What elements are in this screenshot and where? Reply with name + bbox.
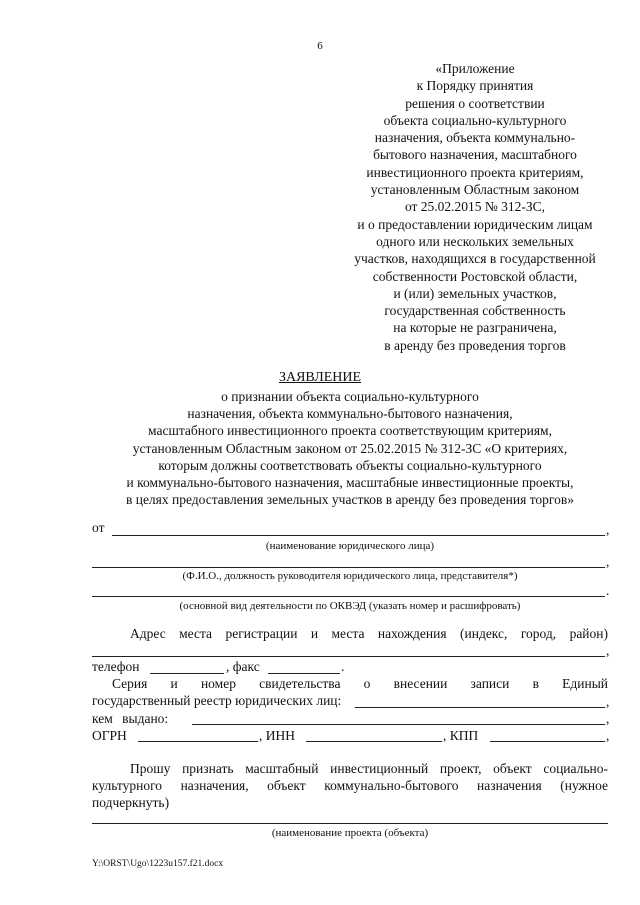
phone-label: телефон [92, 659, 140, 674]
statement-subject [70, 388, 630, 508]
period: . [341, 659, 345, 674]
okved-field[interactable] [92, 596, 605, 597]
appendix-line: бытового назначения, масштабного [373, 147, 577, 163]
appendix-line: решения о соответствии [405, 95, 545, 111]
request-paragraph: Прошу признать масштабный инвестиционный проект, объект социально-культурного назначения, объект коммунально-бытового назначения (нужное подчеркнуть) [92, 761, 608, 810]
period: . [606, 583, 610, 598]
caption-okved: (основной вид деятельности по ОКВЭД (указать номер и расшифровать) [179, 600, 521, 612]
statement-line: установленным Областным законом от 25.02.2015 № 312-ЗС «О критериях, [132, 440, 568, 456]
inn-label: , ИНН [259, 728, 295, 743]
appendix-line: и о предоставлении юридическим лицам [357, 216, 593, 232]
statement-line: масштабного инвестиционного проекта соответствующим критериям, [148, 423, 552, 439]
kpp-label: , КПП [443, 728, 479, 743]
statement-line: которым должны соответствовать объекты социально-культурного [158, 457, 542, 473]
appendix-line: в аренду без проведения торгов [384, 337, 566, 353]
issued-by-field[interactable] [192, 724, 605, 725]
appendix-line: назначения, объекта коммунально- [374, 130, 576, 146]
appendix-line: «Приложение [435, 61, 515, 76]
certificate-label: Серия и номер свидетельства о внесении записи в Единый [112, 676, 608, 691]
comma: , [606, 728, 610, 743]
fax-label: , факс [226, 659, 260, 674]
caption-head: (Ф.И.О., должность руководителя юридического лица, представителя*) [182, 570, 518, 582]
comma: , [606, 522, 610, 537]
certificate-field[interactable] [355, 707, 605, 708]
appendix-line: на которые не разграничена, [393, 320, 557, 336]
comma: , [606, 554, 610, 569]
appendix-header [325, 60, 625, 354]
page-number: 6 [317, 40, 323, 52]
ogrn-label: ОГРН [92, 728, 127, 743]
appendix-line: инвестиционного проекта критериям, [366, 164, 584, 180]
ogrn-field[interactable] [138, 741, 258, 742]
phone-field[interactable] [150, 673, 224, 674]
comma: , [606, 694, 610, 709]
inn-field[interactable] [306, 741, 442, 742]
appendix-line: одного или нескольких земельных [376, 233, 574, 249]
issued-by-label: кем выдано: [92, 711, 169, 726]
appendix-line: к Порядку принятия [416, 78, 534, 94]
statement-title: ЗАЯВЛЕНИЕ [278, 370, 362, 385]
appendix-line: установленным Областным законом [370, 182, 580, 198]
comma: , [606, 711, 610, 726]
statement-line: в целях предоставления земельных участков в аренду без проведения торгов» [125, 492, 575, 508]
kpp-field[interactable] [490, 741, 605, 742]
appendix-line: участков, находящихся в государственной [354, 251, 596, 267]
appendix-line: собственности Ростовской области, [372, 268, 578, 284]
head-name-field[interactable] [92, 567, 605, 568]
caption-project: (наименование проекта (объекта) [271, 827, 429, 839]
appendix-line: и (или) земельных участков, [393, 285, 557, 301]
fax-field[interactable] [268, 673, 340, 674]
statement-line: назначения, объекта коммунально-бытового назначения, [187, 406, 513, 422]
project-name-field[interactable] [92, 823, 608, 824]
from-label: от [92, 520, 105, 535]
appendix-line: от 25.02.2015 № 312-ЗС, [404, 199, 546, 215]
caption-legal-name: (наименование юридического лица) [265, 540, 435, 552]
statement-line: о признании объекта социально-культурного [221, 389, 479, 404]
address-field[interactable] [92, 656, 605, 657]
footer-file-path: Y:\ORST\Ugo\1223u157.f21.docx [92, 859, 224, 869]
statement-line: и коммунально-бытового назначения, масштабные инвестиционные проекты, [126, 475, 574, 491]
comma: , [606, 643, 610, 658]
appendix-line: государственная собственность [384, 303, 566, 319]
registry-label: государственный реестр юридических лиц: [92, 693, 342, 708]
appendix-line: объекта социально-культурного [383, 112, 567, 128]
address-label: Адрес места регистрации и места нахождения (индекс, город, район) [130, 626, 608, 641]
legal-name-field[interactable] [112, 535, 605, 536]
